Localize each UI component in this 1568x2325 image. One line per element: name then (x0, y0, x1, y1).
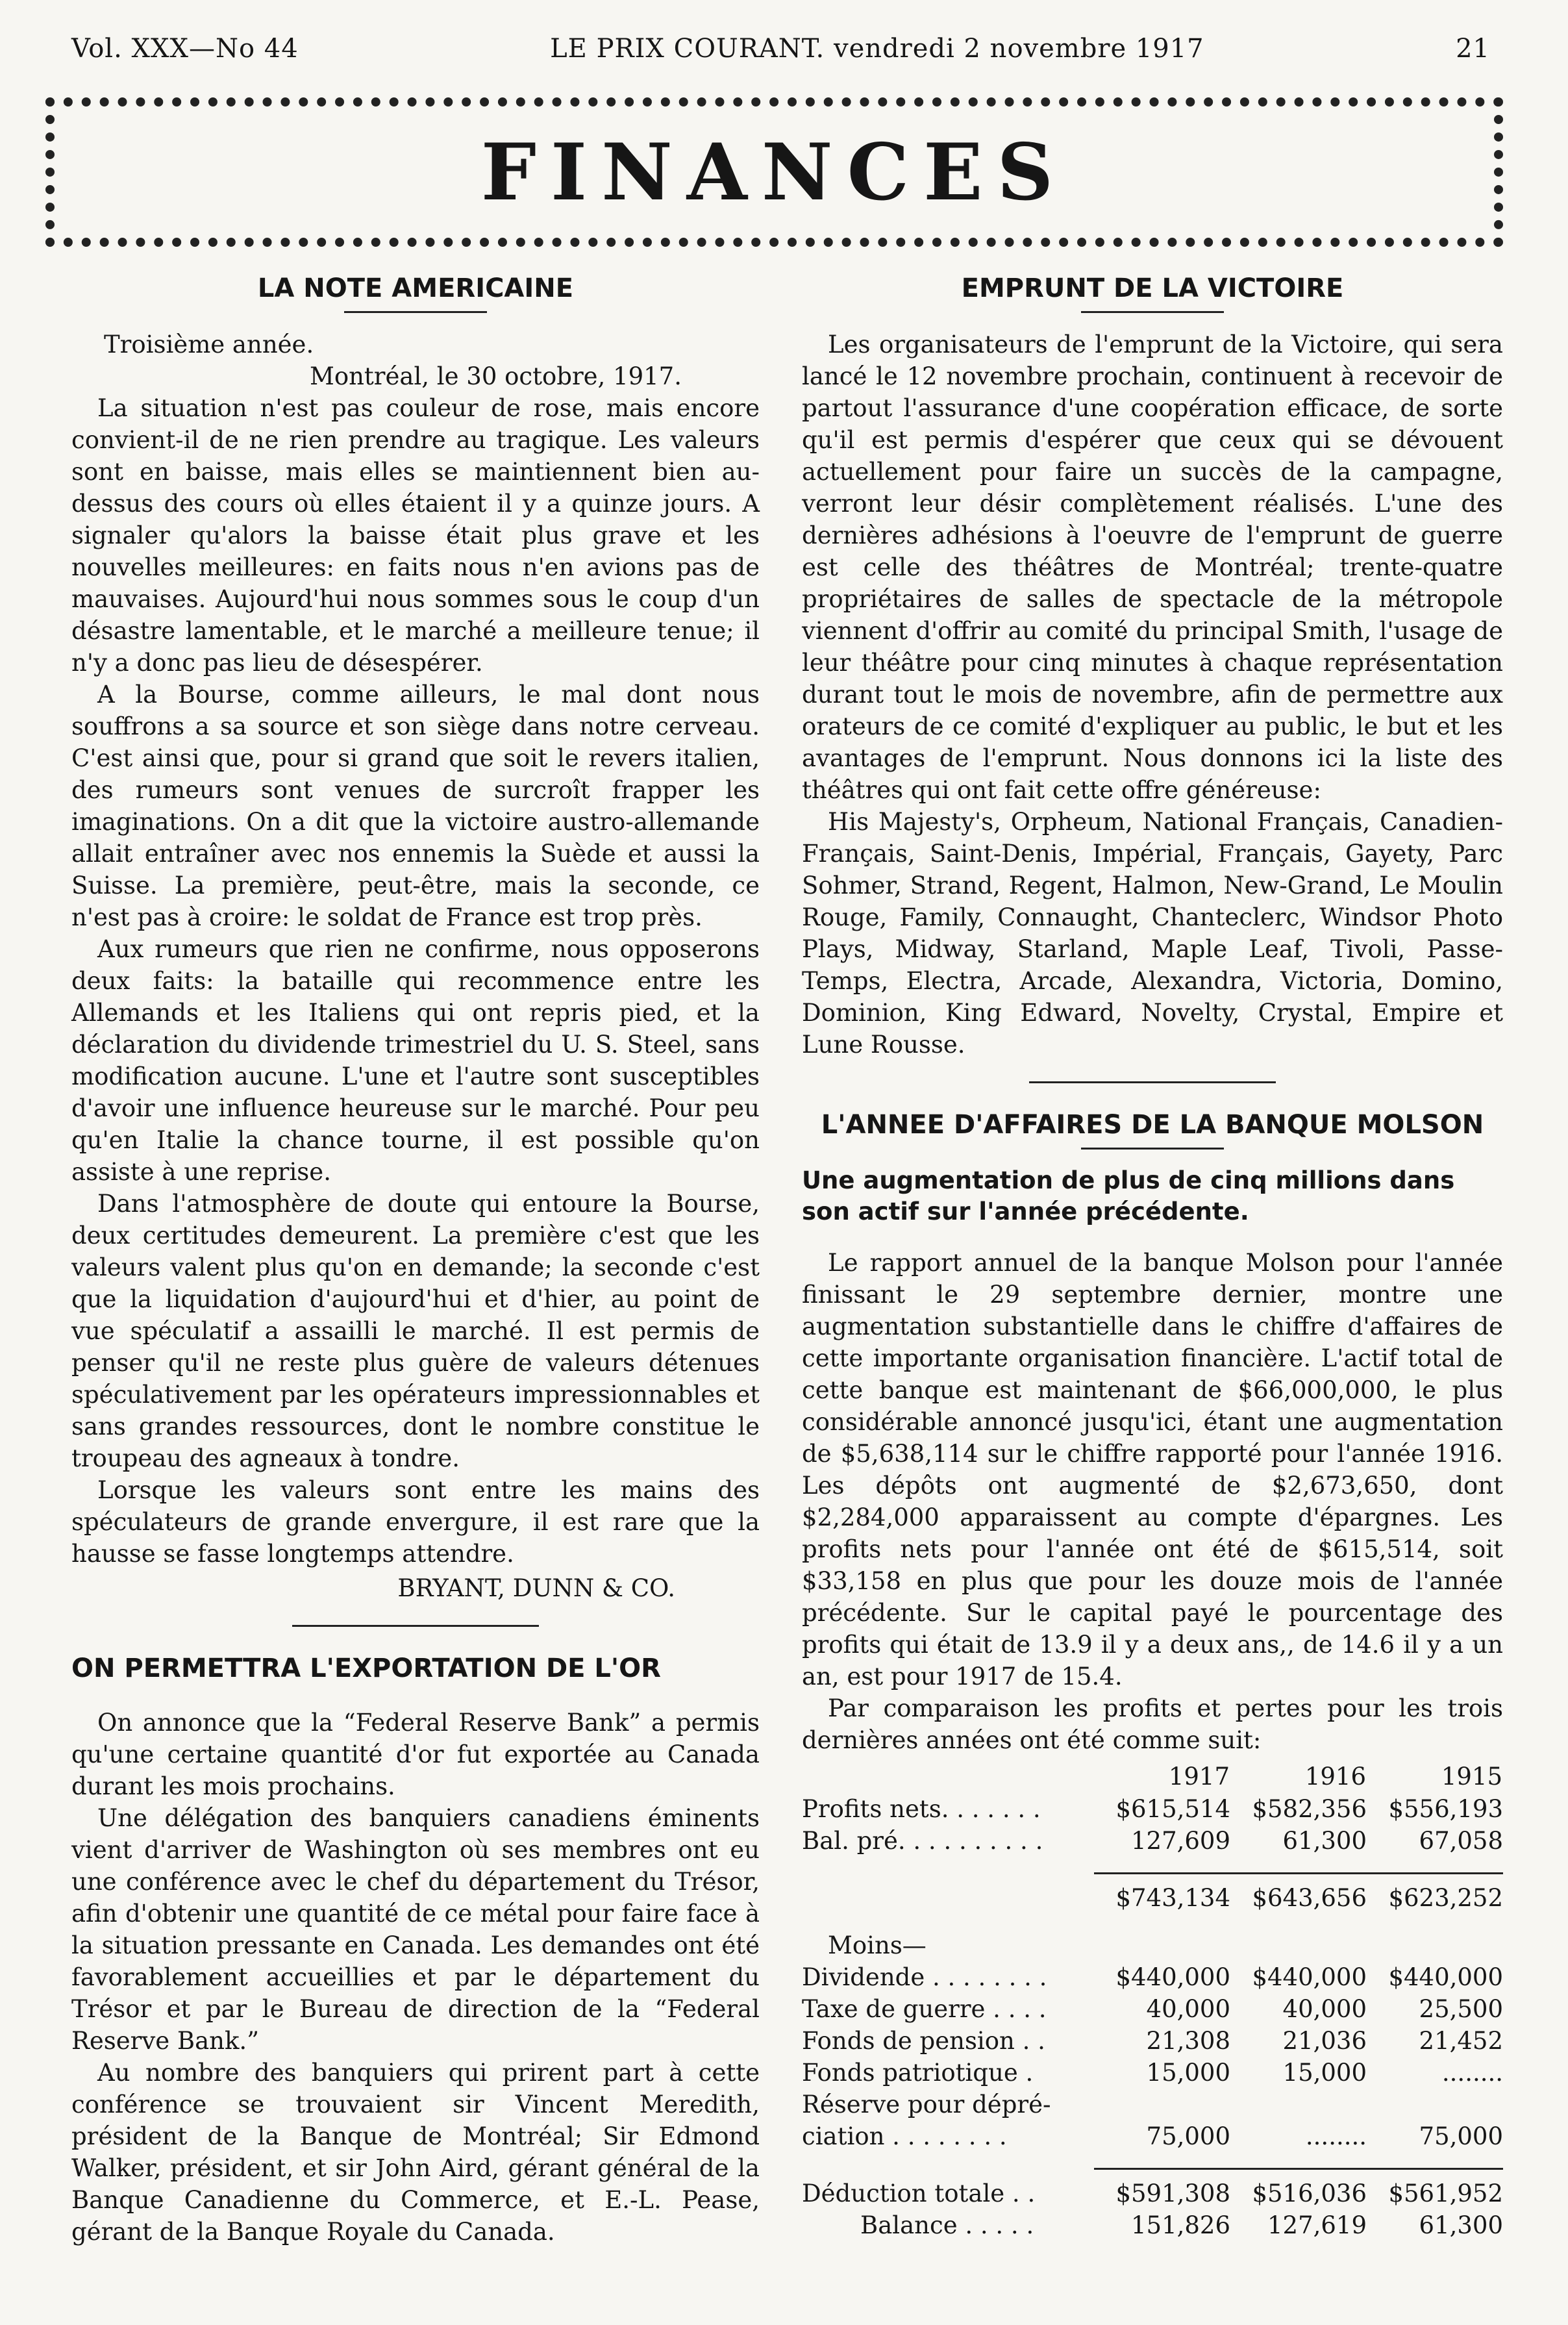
cell: 15,000 (1146, 2059, 1230, 2087)
page-header (71, 26, 1490, 71)
section-banner (45, 97, 1503, 247)
article-dateline: Montréal, le 30 octobre, 1917. (309, 362, 682, 390)
theatre-list: His Majesty's, Orpheum, National Français, Canadien-Français, Saint-Denis, Impérial, Français, Gayety, Parc Sohmer, Strand, Regent, Halmon, New-Grand, Le Moulin Rouge, Family, Connaught, Chanteclerc, Windsor Photo Plays, Midway, Starland, Maple Leaf, Tivoli, Passe-Temps, Electra, Arcade, Alexandra, Victoria, Domino, Dominion, King Edward, Novelty, Crystal, Empire et Lune Rousse. (802, 808, 1503, 1059)
row-label: Profits nets. . . . . . . (802, 1795, 1041, 1823)
table-row (802, 1993, 1503, 2025)
table-header-row (802, 1760, 1503, 1793)
volume-number: Vol. XXX—No 44 (71, 34, 299, 64)
profit-loss-table (802, 1760, 1503, 2241)
right-column (802, 273, 1503, 2241)
table-row (802, 2025, 1503, 2057)
table-row (802, 1961, 1503, 1993)
cell: 15,000 (1282, 2059, 1367, 2087)
cell: $561,952 (1367, 2169, 1503, 2210)
year-header: 1917 (1168, 1763, 1230, 1791)
balance-row (802, 2209, 1503, 2241)
article-heading-molson: L'ANNEE D'AFFAIRES DE LA BANQUE MOLSON (821, 1110, 1484, 1140)
article-divider (1029, 1081, 1276, 1083)
cell: $440,000 (1252, 1963, 1367, 1991)
cell: $615,514 (1115, 1795, 1230, 1823)
cell: 127,609 (1130, 1827, 1230, 1855)
row-label: Balance . . . . . (860, 2211, 1034, 2239)
cell: $440,000 (1115, 1963, 1230, 1991)
subtotal-row (802, 1874, 1503, 1915)
left-column (71, 273, 760, 2248)
article-year: Troisième année. (104, 331, 314, 358)
heading-rule (344, 311, 487, 313)
cell: 25,500 (1419, 1995, 1503, 2023)
cell: $516,036 (1230, 2169, 1367, 2210)
cell: $643,656 (1230, 1874, 1367, 1915)
cell: 21,036 (1282, 2027, 1367, 2055)
cell: 40,000 (1282, 1995, 1367, 2023)
article-heading-note-americaine: LA NOTE AMERICAINE (257, 273, 574, 303)
paragraph: Lorsque les valeurs sont entre les mains des spéculateurs de grande envergure, il est rare que la hausse se fasse longtemps attendre. (71, 1476, 760, 1568)
heading-rule (1081, 311, 1224, 313)
table-row (802, 2120, 1503, 2152)
table-row (802, 1929, 1503, 1961)
row-label: Dividende . . . . . . . . (802, 1963, 1047, 1991)
cell: $582,356 (1252, 1795, 1367, 1823)
cell: 21,308 (1146, 2027, 1230, 2055)
cell: ........ (1305, 2122, 1367, 2150)
article-divider (292, 1625, 539, 1627)
cell: 61,300 (1282, 1827, 1367, 1855)
publication-title: LE PRIX COURANT. (550, 34, 825, 64)
heading-rule (1081, 1148, 1224, 1150)
cell: $556,193 (1388, 1795, 1503, 1823)
cell: 75,000 (1146, 2122, 1230, 2150)
year-header: 1916 (1304, 1763, 1366, 1791)
table-row (802, 1825, 1503, 1857)
row-label: Moins— (828, 1931, 927, 1959)
cell: 75,000 (1419, 2122, 1503, 2150)
row-label: Bal. pré. . . . . . . . . . (802, 1827, 1043, 1855)
table-row (802, 2057, 1503, 2089)
paragraph: Par comparaison les profits et pertes pour les trois dernières années ont été comme suit: (802, 1694, 1503, 1754)
table-row (802, 1793, 1503, 1825)
article-heading-emprunt: EMPRUNT DE LA VICTOIRE (961, 273, 1344, 303)
cell: $440,000 (1388, 1963, 1503, 1991)
paragraph: Une délégation des banquiers canadiens éminents vient d'arriver de Washington où ses membres ont eu une conférence avec le chef du département du Trésor, afin d'obtenir une quantité de ce métal pour faire face à la situation pressante en Canada. Les demandes ont été favorablement accueillies et par le département du Trésor et par le Bureau de direction de la “Federal Reserve Bank.” (71, 1804, 760, 2055)
cell: $623,252 (1367, 1874, 1503, 1915)
cell: $743,134 (1094, 1874, 1230, 1915)
cell: 21,452 (1419, 2027, 1503, 2055)
cell: 127,619 (1267, 2211, 1367, 2239)
year-header: 1915 (1441, 1763, 1502, 1791)
cell: 151,826 (1130, 2211, 1230, 2239)
cell: ........ (1441, 2059, 1503, 2087)
cell: 40,000 (1146, 1995, 1230, 2023)
article-signature: BRYANT, DUNN & CO. (397, 1574, 675, 1602)
paragraph: Dans l'atmosphère de doute qui entoure la Bourse, deux certitudes demeurent. La première c'est que les valeurs valent plus qu'on en demande; la seconde c'est que la liquidation d'aujourd'hui et d'hier, au point de vue spéculatif a assailli le marché. Il est permis de penser qu'il ne reste plus guère de valeurs détenues spéculativement par les opérateurs impressionnables et sans grandes ressources, dont le nombre constitue le troupeau des agneaux à tondre. (71, 1190, 760, 1472)
paragraph: Les organisateurs de l'emprunt de la Victoire, qui sera lancé le 12 novembre prochain, continuent à recevoir de partout l'assurance d'une coopération efficace, de sorte qu'il est permis d'espérer que ceux qui se dévouent actuellement pour faire un succès de la campagne, verront leur désir complètement réalisés. L'une des dernières adhésions à l'oeuvre de l'emprunt de guerre est celle des théâtres de Montréal; trente-quatre propriétaires de salles de spectacle de la métropole viennent d'offrir au comité du principal Smith, l'usage de leur théâtre pour cinq minutes à chaque représentation durant tout le mois de novembre, afin de permettre aux orateurs de ce comité d'expliquer au public, le but et les avantages de l'emprunt. Nous donnons ici la liste des théâtres qui ont fait cette offre généreuse: (802, 331, 1503, 804)
paragraph: Aux rumeurs que rien ne confirme, nous opposerons deux faits: la bataille qui recommence entre les Allemands et les Italiens qui ont repris pied, et la déclaration du dividende trimestriel du U. S. Steel, sans modification aucune. L'une et l'autre sont susceptibles d'avoir une influence heureuse sur le marché. Pour peu qu'en Italie la chance tourne, il est possible qu'on assiste à une reprise. (71, 935, 760, 1186)
row-label: Taxe de guerre . . . . (802, 1995, 1047, 2023)
total-row (802, 2169, 1503, 2210)
paragraph: Au nombre des banquiers qui prirent part à cette conférence se trouvaient sir Vincent Meredith, président de la Banque de Montréal; Sir Edmond Walker, président, et sir John Aird, gérant général de la Banque Canadienne du Commerce, et E.-L. Pease, gérant de la Banque Royale du Canada. (71, 2059, 760, 2246)
cell: $591,308 (1094, 2169, 1230, 2210)
row-label: Réserve pour dépré- (802, 2091, 1051, 2118)
row-label: Fonds de pension . . (802, 2027, 1045, 2055)
table-row (802, 2089, 1503, 2120)
cell: 67,058 (1419, 1827, 1503, 1855)
row-label: Déduction totale . . (802, 2180, 1036, 2207)
cell: 61,300 (1419, 2211, 1503, 2239)
paragraph: Le rapport annuel de la banque Molson pour l'année finissant le 29 septembre dernier, montre une augmentation substantielle dans le chiffre d'affaires de cette importante organisation financière. L'actif total de cette banque est maintenant de $66,000,000, le plus considérable annoncé jusqu'ici, étant une augmentation de $5,638,114 sur le chiffre rapporté pour l'année 1916. Les dépôts ont augmenté de $2,673,650, dont $2,284,000 apparaissent au compte d'épargnes. Les profits nets pour l'année ont été de $615,514, soit $33,158 en plus que pour les douze mois de l'année précédente. Sur le capital payé le pourcentage des profits qui était de 13.9 il y a deux ans,, de 14.6 il y a un an, est pour 1917 de 15.4. (802, 1249, 1503, 1690)
row-label: Fonds patriotique . (802, 2059, 1034, 2087)
publication-line (299, 34, 1456, 64)
publication-date: vendredi 2 novembre 1917 (833, 34, 1204, 64)
article-heading-exportation: ON PERMETTRA L'EXPORTATION DE L'OR (71, 1653, 661, 1683)
row-label: ciation . . . . . . . . (802, 2122, 1007, 2150)
paragraph: On annonce que la “Federal Reserve Bank” a permis qu'une certaine quantité d'or fut exportée au Canada durant les mois prochains. (71, 1709, 760, 1800)
article-subheading: Une augmentation de plus de cinq millions dans son actif sur l'année précédente. (802, 1166, 1455, 1225)
paragraph: A la Bourse, comme ailleurs, le mal dont nous souffrons a sa source et son siège dans notre cerveau. C'est ainsi que, pour si grand que soit le revers italien, des rumeurs sont venues de surcroît frapper les imaginations. On a dit que la victoire austro-allemande allait entraîner avec nos ennemis la Suède et aussi la Suisse. La première, peut-être, mais la seconde, ce n'est pas à croire: le soldat de France est trop près. (71, 681, 760, 931)
section-title: FINANCES (480, 126, 1068, 218)
paragraph: La situation n'est pas couleur de rose, mais encore convient-il de ne rien prendre au tragique. Les valeurs sont en baisse, mais elles se maintiennent bien au-dessus des cours où elles étaient il y a quinze jours. A signaler qu'alors la baisse était plus grave et les nouvelles meilleures: en faits nous n'en avions pas de mauvaises. Aujourd'hui nous sommes sous le coup d'un désastre lamentable, et le marché a meilleure tenue; il n'y a donc pas lieu de désespérer. (71, 394, 760, 677)
page-number: 21 (1456, 34, 1490, 64)
